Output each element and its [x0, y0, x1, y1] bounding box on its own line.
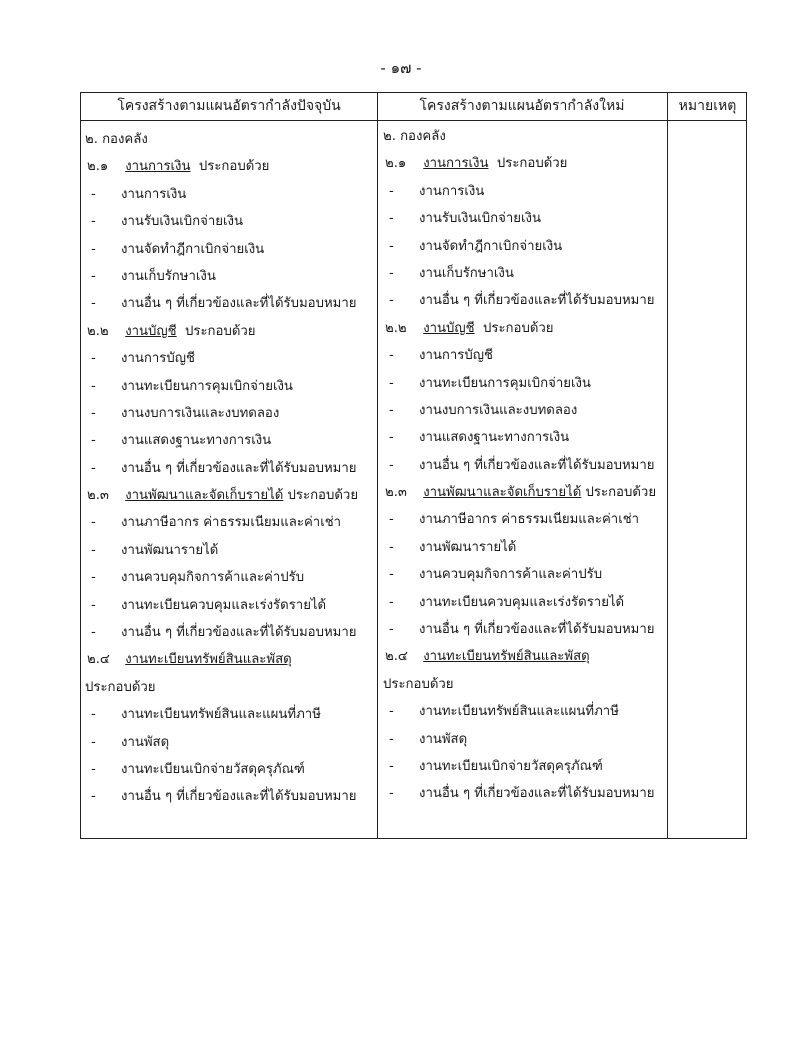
- current-structure-column: [85, 126, 375, 811]
- list-item: - งานอื่น ๆ ที่เกี่ยวข้องและที่ได้รับมอบหมาย: [389, 457, 655, 473]
- section-suffix: ประกอบด้วย: [483, 320, 554, 336]
- section-suffix: ประกอบด้วย: [585, 485, 657, 501]
- list-item: - งานแสดงฐานะทางการเงิน: [389, 430, 570, 446]
- section-suffix: ประกอบด้วย: [287, 488, 359, 504]
- list-item: - งานพัฒนารายได้: [389, 539, 517, 555]
- column-divider: [377, 93, 378, 838]
- section-heading: [85, 153, 375, 180]
- section-suffix: ประกอบด้วย: [185, 323, 256, 339]
- section-heading: [85, 482, 375, 509]
- section-heading: [383, 150, 666, 177]
- list-item: - งานอื่น ๆ ที่เกี่ยวข้องและที่ได้รับมอบหมาย: [91, 789, 357, 805]
- section-name: งานทะเบียนทรัพย์สินและพัสดุ: [423, 649, 590, 665]
- section-number: ๒.๓: [87, 488, 109, 504]
- section-heading: [85, 646, 375, 673]
- section-heading: [383, 479, 666, 506]
- list-item: - งานควบคุมกิจการค้าและค่าปรับ: [389, 567, 603, 583]
- list-item: - งานภาษีอากร ค่าธรรมเนียมและค่าเช่า: [389, 512, 640, 528]
- section-name: งานพัฒนาและจัดเก็บรายได้: [423, 485, 582, 501]
- list-item: - งานทะเบียนเบิกจ่ายวัสดุครุภัณฑ์: [91, 761, 305, 777]
- list-item: - งานทะเบียนเบิกจ่ายวัสดุครุภัณฑ์: [389, 758, 603, 774]
- list-item: - งานงบการเงินและงบทดลอง: [91, 405, 280, 421]
- list-item: - งานรับเงินเบิกจ่ายเงิน: [91, 214, 243, 230]
- list-item: - งานงบการเงินและงบทดลอง: [389, 402, 578, 418]
- section-number: ๒.๑: [385, 156, 407, 172]
- list-item: - งานอื่น ๆ ที่เกี่ยวข้องและที่ได้รับมอบหมาย: [91, 296, 357, 312]
- list-item: - งานอื่น ๆ ที่เกี่ยวข้องและที่ได้รับมอบหมาย: [91, 625, 357, 641]
- section-suffix: ประกอบด้วย: [496, 156, 568, 172]
- list-item: - งานรับเงินเบิกจ่ายเงิน: [389, 211, 541, 227]
- section-number: ๒.๑: [87, 159, 109, 175]
- section-number: ๒.๔: [385, 649, 408, 665]
- section-name: งานการเงิน: [125, 159, 191, 175]
- page-number: - ๑๗ -: [380, 59, 422, 77]
- list-item: - งานอื่น ๆ ที่เกี่ยวข้องและที่ได้รับมอบหมาย: [389, 293, 655, 309]
- list-item: - งานเก็บรักษาเงิน: [91, 268, 216, 284]
- list-item: - งานควบคุมกิจการค้าและค่าปรับ: [91, 570, 305, 586]
- list-item: - งานทะเบียนการคุมเบิกจ่ายเงิน: [91, 378, 293, 394]
- structure-comparison-table: [80, 92, 747, 839]
- section-suffix: ประกอบด้วย: [85, 679, 156, 695]
- list-item: - งานอื่น ๆ ที่เกี่ยวข้องและที่ได้รับมอบหมาย: [389, 786, 655, 802]
- list-item: - งานการเงิน: [389, 183, 485, 199]
- section-number: ๒.๔: [87, 652, 110, 668]
- header-remark: หมายเหตุ: [678, 98, 737, 114]
- section-heading: [383, 643, 666, 670]
- division-title: ๒. กองคลัง: [85, 132, 148, 147]
- list-item: - งานพัฒนารายได้: [91, 542, 219, 558]
- list-item: - งานทะเบียนทรัพย์สินและแผนที่ภาษี: [91, 707, 321, 723]
- list-item: - งานภาษีอากร ค่าธรรมเนียมและค่าเช่า: [91, 515, 342, 531]
- section-name: งานบัญชี: [423, 320, 475, 336]
- division-title: ๒. กองคลัง: [383, 129, 446, 144]
- list-item: - งานอื่น ๆ ที่เกี่ยวข้องและที่ได้รับมอบหมาย: [91, 460, 357, 476]
- list-item: - งานอื่น ๆ ที่เกี่ยวข้องและที่ได้รับมอบหมาย: [389, 622, 655, 638]
- list-item: - งานทะเบียนควบคุมและเร่งรัดรายได้: [91, 597, 327, 613]
- section-heading: [383, 315, 666, 342]
- header-current-structure: โครงสร้างตามแผนอัตรากำลังปัจจุบัน: [117, 98, 341, 114]
- section-number: ๒.๓: [385, 485, 407, 501]
- list-item: - งานการบัญชี: [91, 351, 195, 367]
- section-name: งานบัญชี: [125, 323, 177, 339]
- section-number: ๒.๒: [385, 320, 407, 336]
- section-number: ๒.๒: [87, 323, 109, 339]
- column-divider: [667, 93, 668, 838]
- header-divider: [81, 120, 746, 121]
- list-item: - งานพัสดุ: [389, 731, 468, 747]
- section-name: งานการเงิน: [423, 156, 489, 172]
- list-item: - งานแสดงฐานะทางการเงิน: [91, 433, 272, 449]
- section-suffix: ประกอบด้วย: [383, 676, 454, 692]
- list-item: - งานการเงิน: [91, 186, 187, 202]
- list-item: - งานพัสดุ: [91, 734, 170, 750]
- list-item: - งานทะเบียนควบคุมและเร่งรัดรายได้: [389, 594, 625, 610]
- header-new-structure: โครงสร้างตามแผนอัตรากำลังใหม่: [419, 98, 625, 114]
- list-item: - งานทะเบียนทรัพย์สินและแผนที่ภาษี: [389, 704, 619, 720]
- list-item: - งานจัดทำฎีกาเบิกจ่ายเงิน: [389, 238, 563, 254]
- list-item: - งานเก็บรักษาเงิน: [389, 265, 514, 281]
- section-name: งานพัฒนาและจัดเก็บรายได้: [125, 488, 284, 504]
- new-structure-column: [383, 123, 666, 808]
- list-item: - งานการบัญชี: [389, 348, 493, 364]
- list-item: - งานจัดทำฎีกาเบิกจ่ายเงิน: [91, 241, 265, 257]
- section-name: งานทะเบียนทรัพย์สินและพัสดุ: [125, 652, 292, 668]
- list-item: - งานทะเบียนการคุมเบิกจ่ายเงิน: [389, 375, 591, 391]
- section-heading: [85, 318, 375, 345]
- section-suffix: ประกอบด้วย: [198, 159, 270, 175]
